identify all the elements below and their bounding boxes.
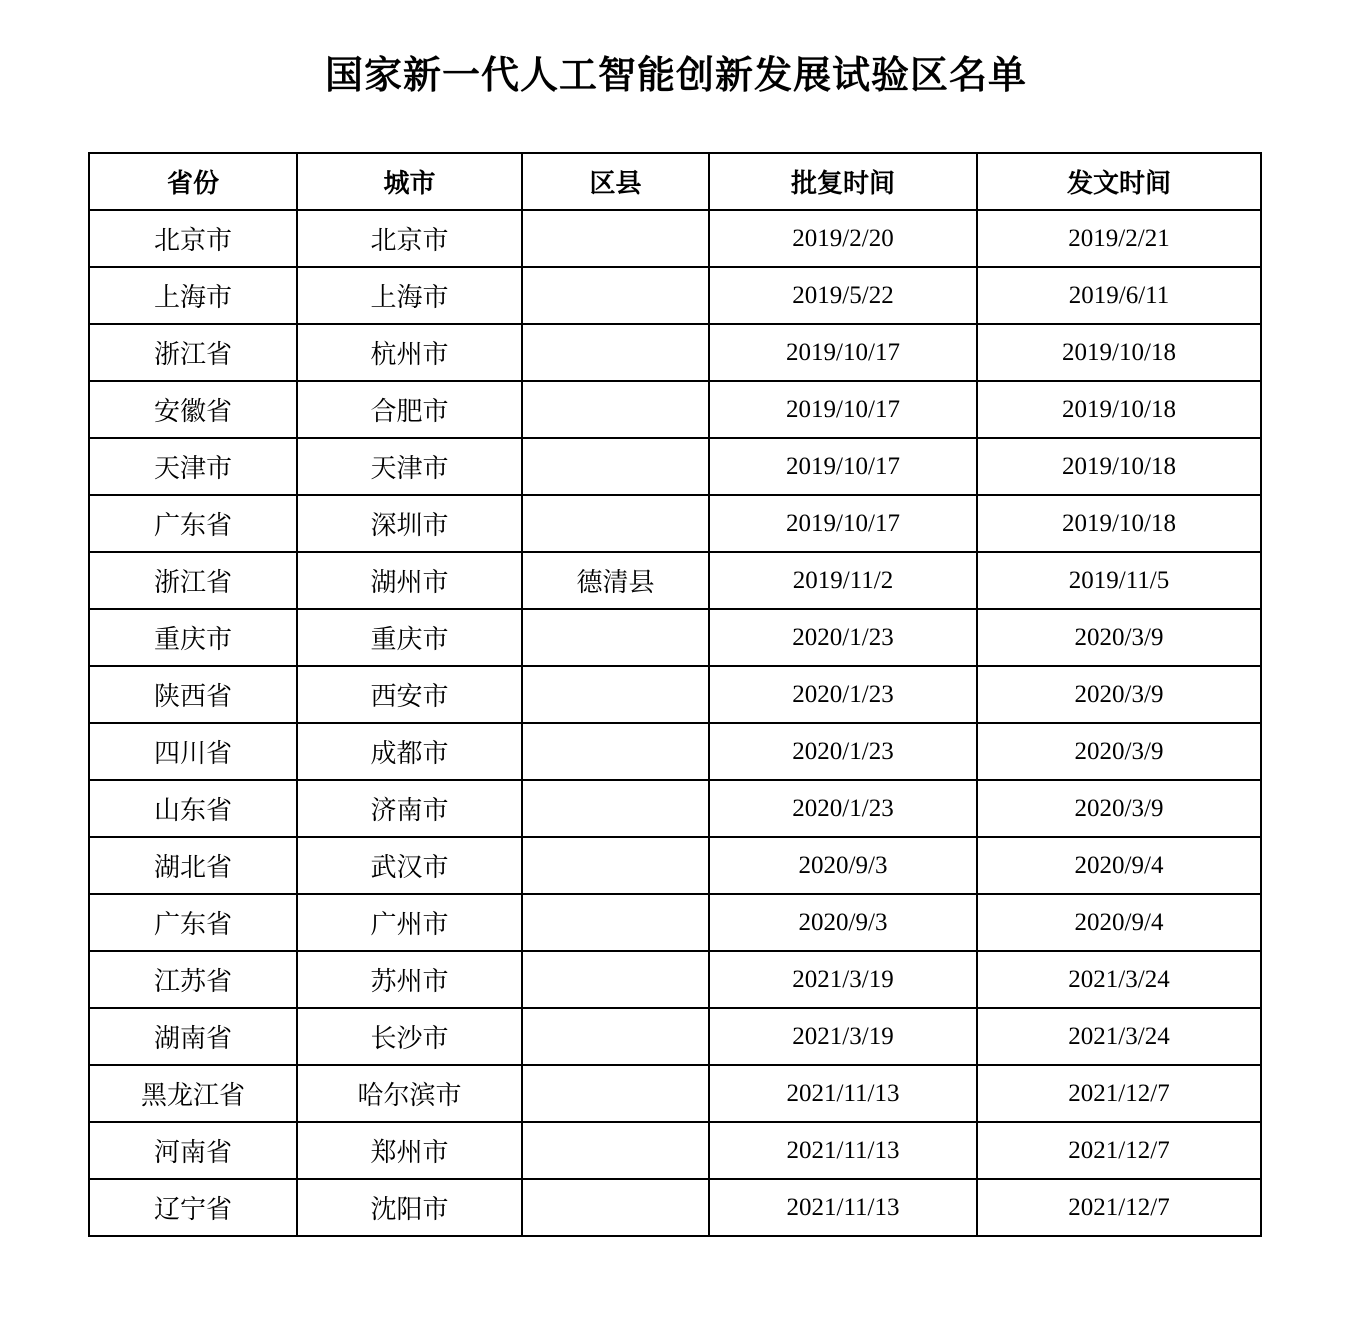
cell-province: 陕西省	[89, 666, 297, 723]
cell-issue-date: 2019/10/18	[977, 495, 1261, 552]
table-row	[89, 894, 1261, 951]
table-row	[89, 438, 1261, 495]
table-row	[89, 1065, 1261, 1122]
table-row	[89, 552, 1261, 609]
cell-approval-date: 2019/11/2	[709, 552, 977, 609]
cell-county	[522, 210, 709, 267]
cell-issue-date: 2019/10/18	[977, 324, 1261, 381]
cell-approval-date: 2020/1/23	[709, 666, 977, 723]
cell-city: 湖州市	[297, 552, 522, 609]
cell-approval-date: 2019/10/17	[709, 381, 977, 438]
table-row	[89, 1008, 1261, 1065]
cell-province: 广东省	[89, 495, 297, 552]
cell-issue-date: 2021/3/24	[977, 951, 1261, 1008]
cell-county	[522, 1065, 709, 1122]
cell-province: 湖南省	[89, 1008, 297, 1065]
cell-county	[522, 1008, 709, 1065]
header-issue-date: 发文时间	[977, 153, 1261, 210]
cell-province: 安徽省	[89, 381, 297, 438]
cell-county	[522, 1122, 709, 1179]
cell-city: 长沙市	[297, 1008, 522, 1065]
cell-province: 湖北省	[89, 837, 297, 894]
cell-province: 辽宁省	[89, 1179, 297, 1236]
cell-issue-date: 2019/10/18	[977, 381, 1261, 438]
table-row	[89, 267, 1261, 324]
header-city: 城市	[297, 153, 522, 210]
header-county: 区县	[522, 153, 709, 210]
cell-city: 西安市	[297, 666, 522, 723]
experimental-zone-table	[88, 152, 1262, 1237]
cell-county	[522, 267, 709, 324]
cell-county	[522, 723, 709, 780]
cell-county: 德清县	[522, 552, 709, 609]
cell-approval-date: 2020/9/3	[709, 837, 977, 894]
table-row	[89, 1122, 1261, 1179]
table-row	[89, 951, 1261, 1008]
cell-approval-date: 2020/1/23	[709, 723, 977, 780]
cell-city: 苏州市	[297, 951, 522, 1008]
cell-city: 郑州市	[297, 1122, 522, 1179]
table-row	[89, 609, 1261, 666]
table-row	[89, 666, 1261, 723]
cell-city: 重庆市	[297, 609, 522, 666]
cell-city: 广州市	[297, 894, 522, 951]
cell-issue-date: 2020/9/4	[977, 837, 1261, 894]
cell-city: 杭州市	[297, 324, 522, 381]
cell-approval-date: 2021/11/13	[709, 1065, 977, 1122]
cell-county	[522, 438, 709, 495]
cell-province: 黑龙江省	[89, 1065, 297, 1122]
header-province: 省份	[89, 153, 297, 210]
cell-approval-date: 2021/11/13	[709, 1179, 977, 1236]
cell-approval-date: 2019/10/17	[709, 495, 977, 552]
cell-province: 广东省	[89, 894, 297, 951]
cell-issue-date: 2021/12/7	[977, 1065, 1261, 1122]
cell-province: 浙江省	[89, 552, 297, 609]
table-body	[89, 210, 1261, 1236]
cell-province: 天津市	[89, 438, 297, 495]
cell-county	[522, 609, 709, 666]
cell-approval-date: 2020/1/23	[709, 780, 977, 837]
cell-issue-date: 2019/11/5	[977, 552, 1261, 609]
cell-approval-date: 2019/10/17	[709, 324, 977, 381]
table-row	[89, 381, 1261, 438]
cell-county	[522, 780, 709, 837]
cell-issue-date: 2020/3/9	[977, 723, 1261, 780]
cell-county	[522, 324, 709, 381]
cell-city: 济南市	[297, 780, 522, 837]
cell-issue-date: 2019/6/11	[977, 267, 1261, 324]
page-title: 国家新一代人工智能创新发展试验区名单	[324, 53, 1027, 97]
table-row	[89, 324, 1261, 381]
cell-approval-date: 2021/3/19	[709, 1008, 977, 1065]
cell-province: 江苏省	[89, 951, 297, 1008]
cell-issue-date: 2020/3/9	[977, 666, 1261, 723]
cell-city: 成都市	[297, 723, 522, 780]
cell-county	[522, 951, 709, 1008]
cell-province: 重庆市	[89, 609, 297, 666]
cell-province: 河南省	[89, 1122, 297, 1179]
cell-issue-date: 2021/3/24	[977, 1008, 1261, 1065]
cell-approval-date: 2020/9/3	[709, 894, 977, 951]
header-approval-date: 批复时间	[709, 153, 977, 210]
cell-city: 深圳市	[297, 495, 522, 552]
cell-city: 上海市	[297, 267, 522, 324]
table-row	[89, 1179, 1261, 1236]
cell-approval-date: 2019/10/17	[709, 438, 977, 495]
table-row	[89, 210, 1261, 267]
table-row	[89, 495, 1261, 552]
cell-province: 上海市	[89, 267, 297, 324]
cell-issue-date: 2021/12/7	[977, 1122, 1261, 1179]
cell-issue-date: 2020/3/9	[977, 780, 1261, 837]
cell-province: 四川省	[89, 723, 297, 780]
cell-approval-date: 2019/2/20	[709, 210, 977, 267]
cell-city: 北京市	[297, 210, 522, 267]
cell-approval-date: 2019/5/22	[709, 267, 977, 324]
cell-county	[522, 837, 709, 894]
cell-issue-date: 2019/10/18	[977, 438, 1261, 495]
cell-issue-date: 2021/12/7	[977, 1179, 1261, 1236]
cell-city: 沈阳市	[297, 1179, 522, 1236]
cell-province: 浙江省	[89, 324, 297, 381]
cell-county	[522, 1179, 709, 1236]
cell-county	[522, 666, 709, 723]
table-header-row	[89, 153, 1261, 210]
cell-city: 天津市	[297, 438, 522, 495]
cell-city: 合肥市	[297, 381, 522, 438]
cell-issue-date: 2020/9/4	[977, 894, 1261, 951]
cell-county	[522, 495, 709, 552]
table-row	[89, 837, 1261, 894]
cell-province: 山东省	[89, 780, 297, 837]
cell-issue-date: 2019/2/21	[977, 210, 1261, 267]
cell-county	[522, 894, 709, 951]
cell-city: 武汉市	[297, 837, 522, 894]
table-row	[89, 723, 1261, 780]
cell-city: 哈尔滨市	[297, 1065, 522, 1122]
cell-issue-date: 2020/3/9	[977, 609, 1261, 666]
table-row	[89, 780, 1261, 837]
cell-approval-date: 2021/11/13	[709, 1122, 977, 1179]
cell-county	[522, 381, 709, 438]
cell-province: 北京市	[89, 210, 297, 267]
cell-approval-date: 2020/1/23	[709, 609, 977, 666]
cell-approval-date: 2021/3/19	[709, 951, 977, 1008]
